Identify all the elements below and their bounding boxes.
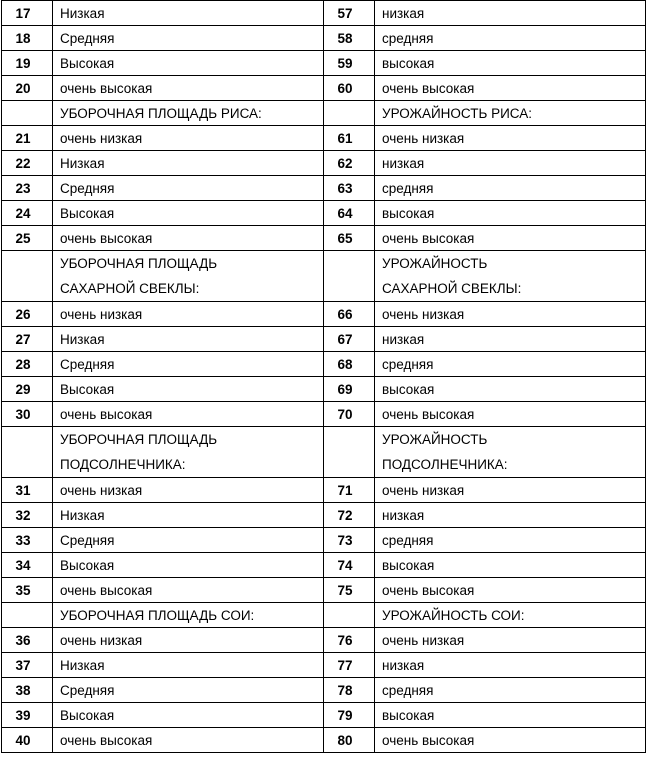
option-number-left: 21 (2, 126, 53, 151)
option-number-left: 32 (2, 503, 53, 528)
option-number-right: 74 (324, 553, 375, 578)
options-table (1, 0, 646, 753)
section-header-right (375, 427, 646, 478)
option-number-right: 67 (324, 327, 375, 352)
table-row (2, 728, 646, 753)
table-row (2, 503, 646, 528)
table-row (2, 628, 646, 653)
option-label-right: низкая (375, 151, 646, 176)
section-header-left: УБОРОЧНАЯ ПЛОЩАДЬ РИСА: (53, 101, 324, 126)
option-number-right: 77 (324, 653, 375, 678)
option-label-left: Средняя (53, 528, 324, 553)
option-number-right: 80 (324, 728, 375, 753)
table-row (2, 76, 646, 101)
option-label-right: средняя (375, 26, 646, 51)
option-number-left: 20 (2, 76, 53, 101)
option-label-left: Низкая (53, 1, 324, 26)
table-row (2, 151, 646, 176)
option-label-right: средняя (375, 528, 646, 553)
table-row (2, 226, 646, 251)
option-number-left: 38 (2, 678, 53, 703)
table-row (2, 703, 646, 728)
option-label-left: Низкая (53, 327, 324, 352)
section-header-spacer-right (324, 251, 375, 302)
table-row (2, 302, 646, 327)
table-row (2, 528, 646, 553)
option-number-right: 68 (324, 352, 375, 377)
table-row (2, 478, 646, 503)
option-label-right: очень высокая (375, 728, 646, 753)
option-number-right: 70 (324, 402, 375, 427)
table-row (2, 327, 646, 352)
option-label-right: средняя (375, 176, 646, 201)
option-label-right: средняя (375, 678, 646, 703)
table-row (2, 377, 646, 402)
option-number-left: 39 (2, 703, 53, 728)
option-label-left: Высокая (53, 703, 324, 728)
section-header-left (53, 427, 324, 478)
section-header-spacer-left (2, 427, 53, 478)
section-header-row (2, 101, 646, 126)
table-row (2, 51, 646, 76)
option-label-right: низкая (375, 653, 646, 678)
section-header-left: УБОРОЧНАЯ ПЛОЩАДЬ СОИ: (53, 603, 324, 628)
section-header-right-line: УРОЖАЙНОСТЬ (382, 432, 488, 447)
option-label-left: Высокая (53, 377, 324, 402)
option-number-right: 60 (324, 76, 375, 101)
section-header-row (2, 251, 646, 302)
section-header-right-line: САХАРНОЙ СВЕКЛЫ: (382, 281, 522, 296)
option-number-left: 18 (2, 26, 53, 51)
option-number-right: 71 (324, 478, 375, 503)
option-number-right: 59 (324, 51, 375, 76)
option-number-right: 63 (324, 176, 375, 201)
option-label-left: очень высокая (53, 402, 324, 427)
option-label-right: очень низкая (375, 302, 646, 327)
option-number-left: 36 (2, 628, 53, 653)
option-label-right: низкая (375, 503, 646, 528)
option-number-left: 35 (2, 578, 53, 603)
option-label-left: очень низкая (53, 628, 324, 653)
option-number-right: 69 (324, 377, 375, 402)
option-label-left: Высокая (53, 51, 324, 76)
options-table-body (2, 1, 646, 753)
option-label-left: Средняя (53, 678, 324, 703)
option-number-right: 57 (324, 1, 375, 26)
table-row (2, 1, 646, 26)
section-header-right (375, 251, 646, 302)
option-number-right: 66 (324, 302, 375, 327)
section-header-right-line: УРОЖАЙНОСТЬ (382, 256, 488, 271)
option-number-left: 19 (2, 51, 53, 76)
option-label-left: Средняя (53, 352, 324, 377)
option-number-left: 28 (2, 352, 53, 377)
option-label-right: высокая (375, 51, 646, 76)
option-label-left: очень высокая (53, 728, 324, 753)
table-row (2, 126, 646, 151)
option-label-left: Низкая (53, 503, 324, 528)
table-row (2, 176, 646, 201)
option-label-right: средняя (375, 352, 646, 377)
table-row (2, 26, 646, 51)
table-row (2, 678, 646, 703)
option-number-left: 24 (2, 201, 53, 226)
section-header-spacer-left (2, 251, 53, 302)
option-number-left: 33 (2, 528, 53, 553)
section-header-spacer-left (2, 603, 53, 628)
option-label-right: низкая (375, 1, 646, 26)
option-label-right: очень высокая (375, 76, 646, 101)
option-number-right: 75 (324, 578, 375, 603)
section-header-right: УРОЖАЙНОСТЬ СОИ: (375, 603, 646, 628)
option-number-right: 73 (324, 528, 375, 553)
option-number-right: 72 (324, 503, 375, 528)
option-label-left: Высокая (53, 553, 324, 578)
section-header-spacer-left (2, 101, 53, 126)
option-label-left: очень низкая (53, 478, 324, 503)
option-label-left: Высокая (53, 201, 324, 226)
option-number-left: 27 (2, 327, 53, 352)
option-label-left: очень высокая (53, 578, 324, 603)
option-number-left: 26 (2, 302, 53, 327)
section-header-left-line: САХАРНОЙ СВЕКЛЫ: (60, 281, 200, 296)
section-header-left-line: УБОРОЧНАЯ ПЛОЩАДЬ (60, 256, 218, 271)
option-label-right: очень высокая (375, 226, 646, 251)
option-label-right: очень низкая (375, 628, 646, 653)
option-label-left: Низкая (53, 151, 324, 176)
option-label-left: Низкая (53, 653, 324, 678)
table-row (2, 352, 646, 377)
section-header-row (2, 427, 646, 478)
option-number-left: 40 (2, 728, 53, 753)
section-header-left-line: ПОДСОЛНЕЧНИКА: (60, 457, 186, 472)
section-header-spacer-right (324, 603, 375, 628)
option-number-left: 23 (2, 176, 53, 201)
section-header-spacer-right (324, 427, 375, 478)
table-row (2, 402, 646, 427)
option-number-left: 22 (2, 151, 53, 176)
option-label-left: очень низкая (53, 302, 324, 327)
option-number-left: 29 (2, 377, 53, 402)
option-label-right: высокая (375, 553, 646, 578)
option-number-right: 65 (324, 226, 375, 251)
table-row (2, 653, 646, 678)
section-header-spacer-right (324, 101, 375, 126)
option-label-left: очень высокая (53, 76, 324, 101)
section-header-right-line: ПОДСОЛНЕЧНИКА: (382, 457, 508, 472)
table-row (2, 553, 646, 578)
option-label-right: очень высокая (375, 402, 646, 427)
section-header-left (53, 251, 324, 302)
option-label-right: очень низкая (375, 126, 646, 151)
section-header-left-line: УБОРОЧНАЯ ПЛОЩАДЬ (60, 432, 218, 447)
section-header-row (2, 603, 646, 628)
option-label-left: очень высокая (53, 226, 324, 251)
option-number-left: 31 (2, 478, 53, 503)
option-label-left: очень низкая (53, 126, 324, 151)
option-number-left: 17 (2, 1, 53, 26)
option-number-left: 34 (2, 553, 53, 578)
option-number-left: 25 (2, 226, 53, 251)
table-row (2, 201, 646, 226)
option-number-right: 64 (324, 201, 375, 226)
option-label-right: высокая (375, 377, 646, 402)
option-number-left: 30 (2, 402, 53, 427)
option-label-right: очень высокая (375, 578, 646, 603)
option-label-right: высокая (375, 703, 646, 728)
option-label-left: Средняя (53, 176, 324, 201)
option-number-left: 37 (2, 653, 53, 678)
option-label-right: низкая (375, 327, 646, 352)
option-number-right: 78 (324, 678, 375, 703)
option-number-right: 79 (324, 703, 375, 728)
option-label-right: очень низкая (375, 478, 646, 503)
option-number-right: 58 (324, 26, 375, 51)
option-label-right: высокая (375, 201, 646, 226)
table-row (2, 578, 646, 603)
option-number-right: 76 (324, 628, 375, 653)
option-number-right: 61 (324, 126, 375, 151)
section-header-right: УРОЖАЙНОСТЬ РИСА: (375, 101, 646, 126)
option-label-left: Средняя (53, 26, 324, 51)
option-number-right: 62 (324, 151, 375, 176)
